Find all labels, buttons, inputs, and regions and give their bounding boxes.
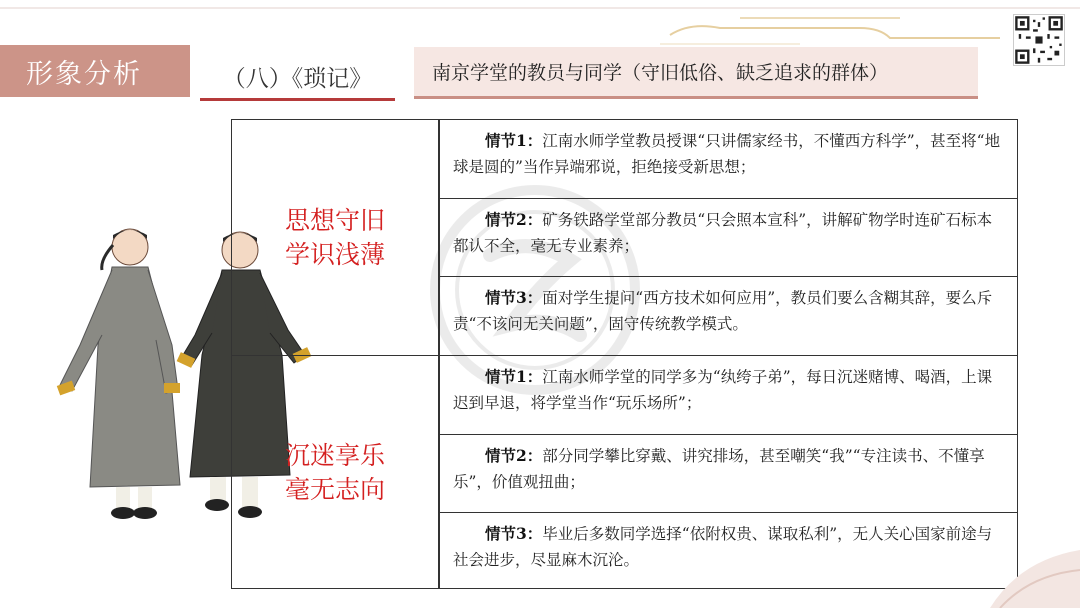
analysis-table xyxy=(231,119,1018,589)
plot-label: 情节3： xyxy=(485,288,543,307)
qr-code-icon xyxy=(1013,14,1065,66)
topic-heading: 南京学堂的教员与同学（守旧低俗、缺乏追求的群体） xyxy=(414,47,978,99)
category-line: 学识浅薄 xyxy=(284,239,385,269)
table-row xyxy=(439,199,1017,277)
plot-text: 部分同学攀比穿戴、讲究排场，甚至嘲笑“我”“专注读书、不懂享乐”，价值观扭曲； xyxy=(453,447,985,491)
category-conservative xyxy=(232,120,438,356)
plot-label: 情节1： xyxy=(485,367,543,386)
category-line: 思想守旧 xyxy=(284,205,385,235)
category-hedonistic xyxy=(232,356,438,590)
plot-label: 情节3： xyxy=(485,524,543,543)
lesson-title: （八）《琐记》 xyxy=(200,55,395,101)
table-row xyxy=(439,435,1017,513)
table-row xyxy=(439,277,1017,356)
corner-decoration xyxy=(990,520,1080,608)
plot-text: 矿务铁路学堂部分教员“只会照本宣科”，讲解矿物学时连矿石标本都认不全，毫无专业素养； xyxy=(453,211,993,255)
plot-label: 情节1： xyxy=(485,131,543,150)
plot-text: 江南水师学堂的同学多为“纨绔子弟”，每日沉迷赌博、喝酒，上课迟到早退，将学堂当作“玩乐场所”； xyxy=(453,368,993,412)
plot-label: 情节2： xyxy=(485,446,543,465)
table-row xyxy=(439,356,1017,435)
category-line: 沉迷享乐 xyxy=(284,441,385,470)
section-tag: 形象分析 xyxy=(0,45,190,97)
plot-text: 江南水师学堂教员授课“只讲儒家经书，不懂西方科学”，甚至将“地球是圆的”当作异端邪说，拒绝接受新思想； xyxy=(453,132,1001,176)
category-line: 毫无志向 xyxy=(284,475,385,504)
plot-text: 面对学生提问“西方技术如何应用”，教员们要么含糊其辞，要么斥责“不该问无关问题”，固守传统教学模式。 xyxy=(453,289,993,333)
table-row xyxy=(439,513,1017,590)
plot-label: 情节2： xyxy=(485,210,543,229)
table-row xyxy=(439,120,1017,199)
plot-text: 毕业后多数同学选择“依附权贵、谋取私利”，无人关心国家前途与社会进步，尽显麻木沉沦。 xyxy=(453,525,993,569)
